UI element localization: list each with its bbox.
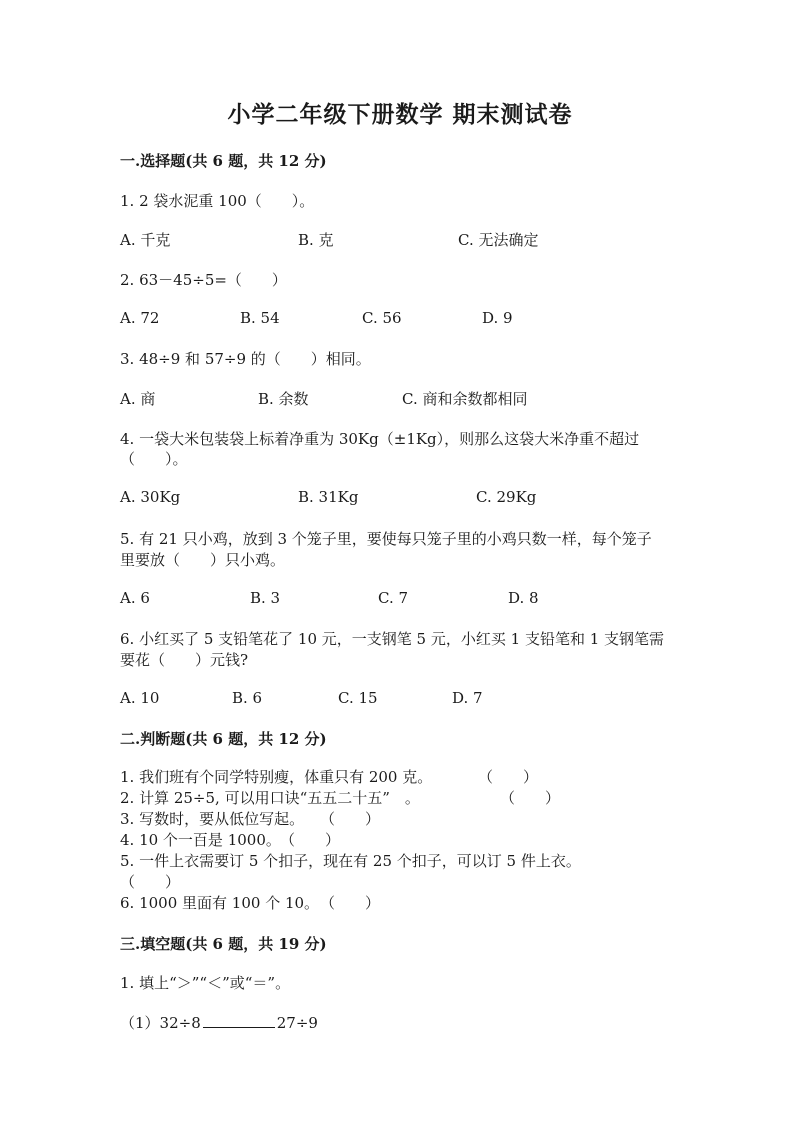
option-c[interactable]: C. 15: [338, 689, 378, 707]
fill-answer-blank[interactable]: [203, 1012, 275, 1028]
choice-q1-stem: 1. 2 袋水泥重 100（ ）。: [120, 192, 315, 210]
option-b[interactable]: B. 克: [298, 231, 334, 249]
choice-q6-stem-line2: 要花（ ）元钱?: [120, 651, 249, 669]
fill-left-expression: （1）32÷8: [120, 1014, 201, 1032]
option-c[interactable]: C. 商和余数都相同: [402, 390, 528, 408]
judge-answer-blank[interactable]: （ ）: [120, 873, 181, 891]
choice-q3-options: [120, 388, 720, 408]
option-b[interactable]: B. 6: [232, 689, 263, 707]
judge-item-4: [120, 829, 720, 849]
judge-text: 6. 1000 里面有 100 个 10。: [120, 894, 320, 912]
option-a[interactable]: A. 10: [120, 689, 160, 707]
fill-q1-item-1: [120, 1012, 318, 1033]
option-c[interactable]: C. 56: [362, 309, 402, 327]
option-d[interactable]: D. 7: [452, 689, 483, 707]
fill-q1-stem: 1. 填上“＞”“＜”或“＝”。: [120, 974, 291, 992]
judge-answer-blank[interactable]: （ ）: [320, 894, 381, 912]
option-c[interactable]: C. 29Kg: [476, 488, 537, 506]
option-b[interactable]: B. 31Kg: [298, 488, 359, 506]
choice-q2-stem: 2. 63－45÷5=（ ）: [120, 271, 287, 289]
judge-text: 2. 计算 25÷5, 可以用口诀“五五二十五” 。: [120, 789, 420, 807]
judge-text: 1. 我们班有个同学特别瘦，体重只有 200 克。: [120, 768, 433, 786]
judge-answer-blank[interactable]: （ ）: [500, 789, 561, 807]
choice-q1-options: [120, 229, 720, 249]
judge-item-5: [120, 850, 720, 870]
option-a[interactable]: A. 商: [120, 390, 156, 408]
choice-q5-stem-line1: 5. 有 21 只小鸡，放到 3 个笼子里，要使每只笼子里的小鸡只数一样，每个笼子: [120, 530, 652, 548]
option-a[interactable]: A. 30Kg: [120, 488, 181, 506]
option-a[interactable]: A. 6: [120, 589, 150, 607]
choice-q4-stem-line2: （ ）。: [120, 450, 188, 468]
choice-q5-options: [120, 589, 720, 609]
option-d[interactable]: D. 9: [482, 309, 513, 327]
option-d[interactable]: D. 8: [508, 589, 539, 607]
judge-text: 4. 10 个一百是 1000。: [120, 831, 281, 849]
judge-text: 5. 一件上衣需要订 5 个扣子，现在有 25 个扣子，可以订 5 件上衣。: [120, 852, 581, 870]
choice-q5-stem-line2: 里要放（ ）只小鸡。: [120, 551, 286, 569]
option-b[interactable]: B. 余数: [258, 390, 309, 408]
judge-answer-blank[interactable]: （ ）: [280, 831, 341, 849]
judge-item-2: [120, 787, 720, 807]
section-heading-fill: 三.填空题(共 6 题，共 19 分): [120, 935, 327, 953]
option-b[interactable]: B. 3: [250, 589, 281, 607]
judge-answer-blank[interactable]: （ ）: [478, 768, 539, 786]
choice-q2-options: [120, 309, 720, 329]
choice-q6-stem-line1: 6. 小红买了 5 支铅笔花了 10 元，一支钢笔 5 元，小红买 1 支铅笔和 1 支钢笔需: [120, 630, 665, 648]
judge-item-1: [120, 766, 720, 786]
judge-item-5-mark-row: [120, 871, 720, 891]
section-heading-choice: 一.选择题(共 6 题，共 12 分): [120, 152, 327, 170]
option-c[interactable]: C. 7: [378, 589, 409, 607]
choice-q4-options: [120, 488, 720, 508]
judge-answer-blank[interactable]: （ ）: [320, 810, 381, 828]
choice-q4-stem-line1: 4. 一袋大米包装袋上标着净重为 30Kg（±1Kg），则那么这袋大米净重不超过: [120, 430, 640, 448]
judge-item-3: [120, 808, 720, 828]
option-b[interactable]: B. 54: [240, 309, 280, 327]
option-c[interactable]: C. 无法确定: [458, 231, 539, 249]
fill-right-expression: 27÷9: [276, 1014, 318, 1032]
judge-text: 3. 写数时，要从低位写起。: [120, 810, 305, 828]
option-a[interactable]: A. 千克: [120, 231, 171, 249]
choice-q6-options: [120, 689, 720, 709]
option-a[interactable]: A. 72: [120, 309, 160, 327]
section-heading-judge: 二.判断题(共 6 题，共 12 分): [120, 730, 327, 748]
page-title: 小学二年级下册数学 期末测试卷: [227, 101, 573, 128]
choice-q3-stem: 3. 48÷9 和 57÷9 的（ ）相同。: [120, 350, 371, 368]
judge-item-6: [120, 892, 720, 912]
